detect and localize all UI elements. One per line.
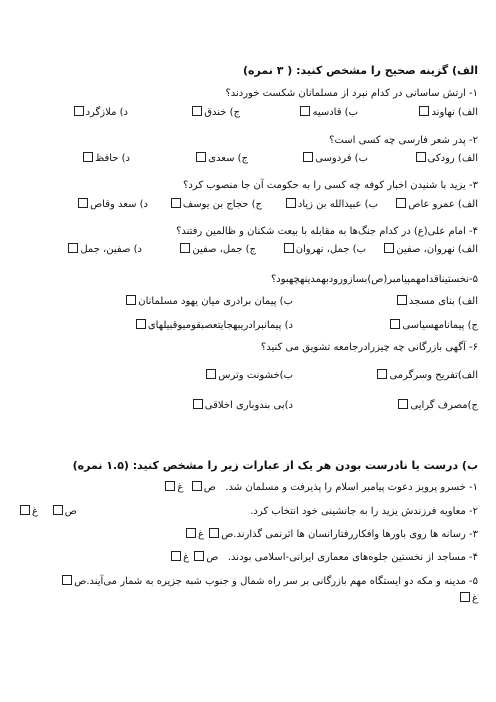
checkbox[interactable] <box>83 152 93 162</box>
true-option[interactable]: ص <box>60 576 86 587</box>
q1-option-d[interactable]: د) ملازگرد <box>72 105 128 121</box>
checkbox[interactable] <box>206 369 216 379</box>
checkbox[interactable] <box>284 243 294 253</box>
checkbox[interactable] <box>171 198 181 208</box>
question-1: ۱- ارتش ساسانی در کدام نبرد از مسلمانان شکست خوردند؟ <box>225 88 478 99</box>
false-option[interactable]: غ <box>458 593 478 604</box>
question-4-options <box>18 242 478 258</box>
tf-item-2: ۲- معاویه فرزندش یزید را به جانشینی خود انتخاب کرد. ص غ <box>18 504 478 520</box>
checkbox[interactable] <box>196 152 206 162</box>
checkbox[interactable] <box>165 481 175 491</box>
checkbox[interactable] <box>20 505 30 515</box>
checkbox[interactable] <box>74 106 84 116</box>
checkbox[interactable] <box>192 106 202 116</box>
checkbox[interactable] <box>398 399 408 409</box>
checkbox[interactable] <box>180 243 190 253</box>
q2-option-b[interactable]: ب) فردوسی <box>301 151 368 167</box>
question-1-options <box>18 105 478 121</box>
question-4: ۴- امام علی(ع) در کدام جنگ‌ها به مقابله با بیعت شکنان و ظالمین رفتند؟ <box>176 226 478 237</box>
question-5: ۵-نخستیناقدامهمپیامبر(ص)بسازورودبهمدینهچهبود؟ <box>270 274 478 285</box>
q3-option-b[interactable]: ب) عبیدالله بن زیاد <box>284 197 378 213</box>
question-6: ۶- آگهی بازرگانی چه چیزرادرجامعه تشویق می کنید؟ <box>260 342 478 353</box>
checkbox[interactable] <box>53 505 63 515</box>
question-2-options <box>18 151 478 167</box>
checkbox[interactable] <box>68 243 78 253</box>
tf-item-3: ۳- رسانه ها روی باورها وافکاررفتارانسان ها اثرنمی گذارند.ص غ <box>18 527 478 543</box>
tf-item-5: ۵- مدینه و مکه دو ایستگاه مهم بازرگانی بر سر راه شمال و جنوب شبه جزیره به شمار می‌آیند.ص <box>18 574 478 590</box>
question-3-options <box>18 197 478 213</box>
checkbox[interactable] <box>303 152 313 162</box>
checkbox[interactable] <box>286 198 296 208</box>
checkbox[interactable] <box>419 106 429 116</box>
tf-item-1: ۱- خسرو پرویز دعوت پیامبر اسلام را پذیرفت و مسلمان شد. ص غ <box>18 480 478 496</box>
q3-option-a[interactable]: الف) عمرو عاص <box>394 197 478 213</box>
q2-option-a[interactable]: الف) رودکی <box>414 151 478 167</box>
checkbox[interactable] <box>209 528 219 538</box>
checkbox[interactable] <box>78 198 88 208</box>
q4-option-d[interactable]: د) صفین، جمل <box>66 242 142 258</box>
q3-option-c[interactable]: ج) حجاج بن یوسف <box>169 197 262 213</box>
question-5-options-row1 <box>18 294 478 310</box>
true-option[interactable]: ص <box>190 482 222 493</box>
checkbox[interactable] <box>416 152 426 162</box>
checkbox[interactable] <box>136 319 146 329</box>
q1-option-a[interactable]: الف) نهاوند <box>417 105 478 121</box>
checkbox[interactable] <box>397 295 407 305</box>
q2-option-c[interactable]: ج) سعدی <box>194 151 248 167</box>
checkbox[interactable] <box>194 551 204 561</box>
question-6-options-row1 <box>18 368 478 384</box>
q3-option-d[interactable]: د) سعد وقاص <box>76 197 148 213</box>
question-3: ۳- یزید با شنیدن اخبار کوفه چه کسی را به حکومت آن جا منصوب کرد؟ <box>183 180 478 191</box>
tf-item-4: ۴- مساجد از نخستین جلوه‌های معماری ایرانی-اسلامی بودند. ص غ <box>18 550 478 566</box>
q6-option-c[interactable]: ج)مصرف گرایی <box>396 398 478 414</box>
question-5-options-row2 <box>18 318 478 334</box>
q5-option-d[interactable]: د) پیمانبرادریبهجایتعصبقومیوقبیلهای <box>134 318 293 334</box>
checkbox[interactable] <box>171 551 181 561</box>
checkbox[interactable] <box>396 198 406 208</box>
tf-item-5-false <box>18 591 478 607</box>
q1-option-c[interactable]: ج) خندق <box>190 105 240 121</box>
section-a-title: الف) گزینه صحیح را مشخص کنید: ( ۳ نمره) <box>243 64 478 77</box>
q5-option-a[interactable]: الف) بنای مسجد <box>395 294 478 310</box>
checkbox[interactable] <box>300 106 310 116</box>
q6-option-b[interactable]: ب)خشونت وترس <box>204 368 293 384</box>
false-option[interactable]: غ <box>18 506 38 517</box>
q1-option-b[interactable]: ب) قادسیه <box>298 105 358 121</box>
true-option[interactable]: ص <box>51 506 77 517</box>
true-option[interactable]: ص <box>207 529 233 540</box>
checkbox[interactable] <box>126 295 136 305</box>
checkbox[interactable] <box>384 243 394 253</box>
tf-item-2-answers <box>18 504 77 520</box>
q5-option-c[interactable]: ج) پیمانامهسیاسی <box>388 318 478 334</box>
q4-option-b[interactable]: ب) جمل، نهروان <box>282 242 366 258</box>
checkbox[interactable] <box>192 481 202 491</box>
checkbox[interactable] <box>193 399 203 409</box>
question-2: ۲- پدر شعر فارسی چه کسی است؟ <box>329 135 478 146</box>
checkbox[interactable] <box>377 369 387 379</box>
checkbox[interactable] <box>62 575 72 585</box>
q6-option-a[interactable]: الف)تفریح وسرگرمی <box>375 368 478 384</box>
q4-option-a[interactable]: الف) نهروان، صفین <box>382 242 478 258</box>
false-option[interactable]: غ <box>169 552 189 563</box>
checkbox[interactable] <box>186 528 196 538</box>
checkbox[interactable] <box>390 319 400 329</box>
section-b-title: ب) درست یا نادرست بودن هر یک از عبارات زیر را مشخص کنید: (۱.۵ نمره) <box>72 459 478 472</box>
checkbox[interactable] <box>460 592 470 602</box>
question-6-options-row2 <box>18 398 478 414</box>
q6-option-d[interactable]: د)بی بندوباری اخلاقی <box>191 398 293 414</box>
false-option[interactable]: غ <box>163 482 186 493</box>
q4-option-c[interactable]: ج) جمل، صفین <box>178 242 256 258</box>
q5-option-b[interactable]: ب) پیمان برادری میان یهود مسلمانان <box>124 294 293 310</box>
false-option[interactable]: غ <box>184 529 204 540</box>
q2-option-d[interactable]: د) حافظ <box>81 151 130 167</box>
true-option[interactable]: ص <box>192 552 224 563</box>
